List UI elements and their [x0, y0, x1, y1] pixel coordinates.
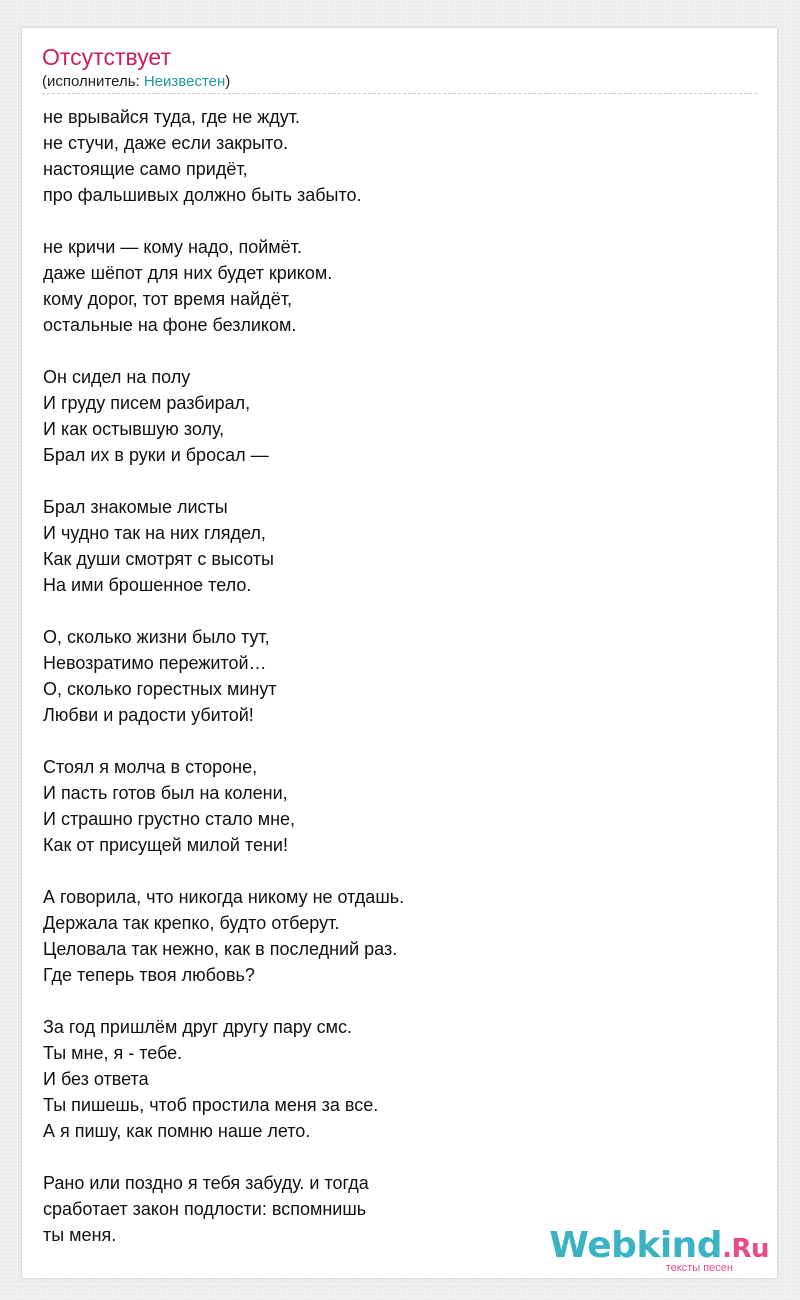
- lyrics-line: Ты мне, я - тебе.: [43, 1043, 183, 1063]
- site-logo[interactable]: [549, 1226, 769, 1274]
- lyrics-stanza: [43, 624, 404, 728]
- lyrics-line: остальные на фоне безликом.: [43, 315, 297, 335]
- lyrics-line: За год пришлём друг другу пару смс.: [43, 1017, 353, 1037]
- lyrics-line: не врывайся туда, где не ждут.: [43, 107, 301, 127]
- artist-line: [42, 72, 230, 92]
- lyrics-line: Невозратимо пережитой…: [43, 653, 267, 673]
- lyrics-line: Рано или поздно я тебя забуду. и тогда: [43, 1173, 369, 1193]
- lyrics-line: Как души смотрят с высоты: [43, 549, 274, 569]
- lyrics-stanza: [43, 1014, 404, 1144]
- lyrics-line: Любви и радости убитой!: [43, 705, 254, 725]
- lyrics-line: сработает закон подлости: вспомнишь: [43, 1199, 367, 1219]
- lyrics-line: настоящие само придёт,: [43, 159, 248, 179]
- lyrics-line: И страшно грустно стало мне,: [43, 809, 296, 829]
- lyrics-line: Брал знакомые листы: [43, 497, 228, 517]
- lyrics-line: И чудно так на них глядел,: [43, 523, 266, 543]
- lyrics-line: Где теперь твоя любовь?: [43, 965, 255, 985]
- artist-suffix: ): [225, 73, 231, 90]
- logo-tld: .Ru: [722, 1234, 769, 1264]
- logo-main-text: Webkind: [549, 1225, 723, 1266]
- lyrics-line: Целовала так нежно, как в последний раз.: [43, 939, 398, 959]
- lyrics-body: [43, 104, 404, 1274]
- logo-wordmark: [549, 1226, 769, 1269]
- lyrics-line: про фальшивых должно быть забыто.: [43, 185, 362, 205]
- lyrics-line: А я пишу, как помню наше лето.: [43, 1121, 311, 1141]
- lyrics-stanza: [43, 364, 404, 468]
- lyrics-line: И без ответа: [43, 1069, 149, 1089]
- lyrics-line: не стучи, даже если закрыто.: [43, 133, 289, 153]
- lyrics-line: кому дорог, тот время найдёт,: [43, 289, 292, 309]
- lyrics-line: О, сколько жизни было тут,: [43, 627, 270, 647]
- lyrics-stanza: [43, 884, 404, 988]
- lyrics-line: И как остывшую золу,: [43, 419, 225, 439]
- lyrics-stanza: [43, 494, 404, 598]
- lyrics-stanza: [43, 754, 404, 858]
- lyrics-card: [22, 28, 777, 1278]
- divider: [42, 93, 757, 94]
- lyrics-line: ты меня.: [43, 1225, 117, 1245]
- song-title: Отсутствует: [42, 44, 171, 70]
- lyrics-line: Он сидел на полу: [43, 367, 191, 387]
- logo-tagline: тексты песен: [665, 1262, 733, 1274]
- lyrics-line: И груду писем разбирал,: [43, 393, 251, 413]
- lyrics-stanza: [43, 104, 404, 208]
- lyrics-stanza: [43, 1170, 404, 1248]
- lyrics-stanza: [43, 234, 404, 338]
- lyrics-line: не кричи — кому надо, поймёт.: [43, 237, 302, 257]
- artist-prefix: (исполнитель:: [42, 73, 144, 90]
- artist-link[interactable]: Неизвестен: [143, 73, 226, 90]
- lyrics-line: На ими брошенное тело.: [43, 575, 252, 595]
- lyrics-line: Держала так крепко, будто отберут.: [43, 913, 340, 933]
- lyrics-line: Брал их в руки и бросал —: [43, 445, 269, 465]
- lyrics-line: О, сколько горестных минут: [43, 679, 277, 699]
- lyrics-line: Как от присущей милой тени!: [43, 835, 288, 855]
- lyrics-line: Стоял я молча в стороне,: [43, 757, 258, 777]
- lyrics-line: А говорила, что никогда никому не отдашь.: [43, 887, 405, 907]
- lyrics-line: Ты пишешь, чтоб простила меня за все.: [43, 1095, 379, 1115]
- lyrics-line: И пасть готов был на колени,: [43, 783, 288, 803]
- lyrics-line: даже шёпот для них будет криком.: [43, 263, 333, 283]
